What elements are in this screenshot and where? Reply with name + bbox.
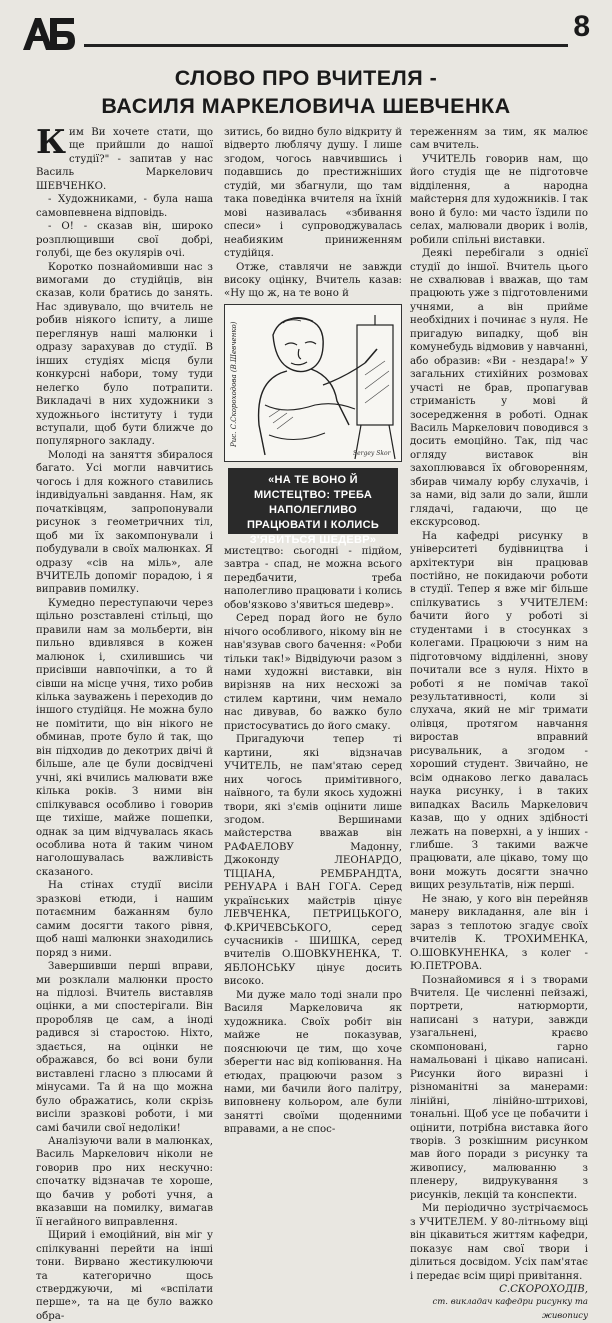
newspaper-logo xyxy=(20,14,76,54)
figure-credit: Рис. С.Скороходова (В.Шевченко) xyxy=(230,321,238,447)
article-title-line-1: СЛОВО ПРО ВЧИТЕЛЯ - xyxy=(174,66,438,90)
paragraph: Ким Ви хочете стати, що ще прийшли до нашої студії?" - запитав у нас Василь Маркелович ШЕВЧЕНКО. xyxy=(36,122,213,192)
caricature-drawing xyxy=(225,305,403,463)
paragraph: Серед порад його не було нічого особливого, нікому він не нав'язував свого бачення: «Роби тільки так!» Відвідуючи разом з нами художні виставки, він вирізняв на них несхожі за стилем картини, чим немало нас дивував, бо важко було пристосуватись до його смаку. xyxy=(224,613,402,732)
paragraph: Молоді на заняття збиралося багато. Усі могли навчитись чогось і для кожного ставились індивідуальні завдання. Нам, як початківцям, запропонували рисунок з геометричних тіл, щоб ми їх закомпонували і побудували в своїх малюнках. Я одразу «сів на міль», але ВЧИТЕЛЬ допоміг порадою, і я виправив помилку. xyxy=(36,449,213,596)
svg-text:Sergey Skor: Sergey Skor xyxy=(353,449,391,457)
paragraph: Деякі перебігали з однієї студії до іншої. Вчитель цього не схвалював і вважав, що там працюють уже з підготовленими учнями, а він прийме необхідних і починає з нуля. Не пригадую випадку, щоб він комунебудь відмовив у навчанні, або образив: «Ви - нездара!» У загальних стихійних розмовах участі не брав, пропагував стриманість у мові й зосередження в роботі. Однак Василь Маркелович поводився з досить емоційно. Так, під час огляду виставок він захоплювався їх обговоренням, збирав чималу юрбу слухачів, і за нами, від зали до зали, йшли глядачі, гадаючи, що це екскурсовод. xyxy=(410,248,588,529)
article-title xyxy=(20,64,592,120)
paragraph: тереженням за тим, як малює сам вчитель. xyxy=(410,127,588,152)
paragraph: Не знаю, у кого він перейняв манеру викладання, але він і зараз з теплотою згадує своїх вчителів К. ТРОХИМЕНКА, О.ШОВКУНЕНКА, з колег - Ю.ПЕТРОВА. xyxy=(410,893,588,973)
author-title: ст. викладач кафедри рисунку та живопису xyxy=(432,1297,588,1321)
paragraph: Ми періодично зустрічаємось з УЧИТЕЛЕМ. У 80-літньому віці він цікавиться життям кафедри, показує нам свої твори і ділиться досвідом. Усіх пам'ятає і передає всім щирі привітання. xyxy=(410,1203,588,1282)
paragraph: Коротко познайомивши нас з вимогами до студійців, він сказав, коли братись до занять. Нас здивувало, що вчитель не робив ніякого іспиту, а лише переглянув наші малюнки і одразу зарахував до студії. В інших студіях місця були конкурсні набори, тому туди нелегко було потрапити. Викладачі в них художники з художнього інституту і туди вступали, щоб бути ближче до популярного закладу. xyxy=(36,261,213,448)
paragraph: Познайомився я і з творами Вчителя. Це численні пейзажі, портрети, натюрморти, написані з натури, завжди узагальнені, краєво скомпоновані, гарно намальовані і цікаво написані. Рисунки його виразні і різноманітні за манерами: лінійні, лінійно-штрихові, тональні. Щоб усе це побачити і оцінити, потрібна виставка його творів. З розкішним рисунком мав його поради з рисунку та живопису, малюванню з пленеру, видрукування з рисунків, лекцій та конспекти. xyxy=(410,974,588,1201)
paragraph: мистецтво: сьогодні - підйом, завтра - спад, не можна всього передбачити, треба наполегливо працювати і колись обов'язково з'явиться шедевр». xyxy=(224,545,402,611)
column-3 xyxy=(410,126,588,1323)
header-rule xyxy=(84,44,568,47)
paragraph: Аналізуючи вали в малюнках, Василь Маркелович ніколи не говорив про них нескучно: спочатку відзначав те хороше, що бачив у роботі учня, а вказавши на помилку, вимагав її негайного виправлення. xyxy=(36,1135,213,1228)
paragraph: Ми дуже мало тоді знали про Василя Маркеловича як художника. Своїх робіт він майже не показував, пояснюючи це тим, що хоче зберегти нас від копіювання. На етюдах, працюючи разом з нами, ми бачили його палітру, виповнену кольором, але були занятті своїми щоденними вправами, а не спос- xyxy=(224,989,402,1136)
paragraph: УЧИТЕЛЬ говорив нам, що його студія ще не підготовче відділення, а народна майстерня для художників. І так воно й було: ми часто їздили по селах, малювали дворик і волів, робили спільні виставки. xyxy=(410,153,588,246)
column-2 xyxy=(224,126,402,1137)
teacher-caricature xyxy=(224,304,402,462)
author-signature: С.СКОРОХОДІВ, xyxy=(499,1283,588,1295)
paragraph: Кумедно переступаючи через щільно розставлені стільці, що правили нам за мольберти, він пильно вдивлявся в кожен малюнок і, схилившись чи присівши навпочіпки, а то й сівши на місце учня, тихо робив кілька зауважень і переходив до іншого студійця. Не можна було не помітити, що він нікого не обминав, проте було й так, що він підходив до декотрих двічі й більше, але це були досвідчені учні, які вчились малювати вже кілька років. З ними він спілкувався особливо і говорив ще тихіше, майже пошепки, однак за цим відчувалась якась особлива нота й таким чином наголошувалась важливість сказаного. xyxy=(36,597,213,878)
paragraph: На стінах студії висіли зразкові етюди, і нашим потаємним бажанням було самим досягти такого рівня, щоб наші малюнки знаходились поряд з ними. xyxy=(36,880,213,959)
page-number: 8 xyxy=(573,10,590,43)
article-title-line-2: ВАСИЛЯ МАРКЕЛОВИЧА ШЕВЧЕНКА xyxy=(101,94,511,118)
paragraph: Щирий і емоційний, він міг у спілкуванні перейти на інші тони. Вирвано жестикулюючи та категорично щось стверджуючи, мі «вспілати перше», та на це було важко обра- xyxy=(36,1230,213,1322)
paragraph: Пригадуючи тепер ті картини, які відзначав УЧИТЕЛЬ, не пам'ятаю серед них чогось примітивного, наївного, та були якось художні твори, які з'ємів оцінити лише згодом. Вершинами майстерства вважав він РАФАЕЛОВУ Мадонну, Джоконду ЛЕОНАРДО, ТІЦІАНА, РЕМБРАНДТА, РЕНУАРА і ВАН ГОГА. Серед українських майстрів цінує ЛЕВЧЕНКА, ПЕТРИЦЬКОГО, Ф.КРИЧЕВСЬКОГО, серед сучасників - ШИШКА, серед вчителів О.ШОВКУНЕНКА, Т. ЯБЛОНСЬКУ цінує досить високо. xyxy=(224,734,402,988)
paragraph: зитись, бо видно було відкриту й відверто люблячу душу. І лише згодом, чогось навчившись і подавшись до престижніших студій, ми збагнули, що там така поведінка вчителя на їхній мові називалась «збивання спеси» і супроводжувалась неабияким приниженням студійця. xyxy=(224,127,402,260)
column-1 xyxy=(36,122,213,1323)
drop-cap: К xyxy=(36,122,67,161)
figure xyxy=(224,304,402,546)
paragraph: Отже, ставлячи не завжди високу оцінку, Вчитель казав: «Ну що ж, на те воно й xyxy=(224,261,402,300)
paragraph: - О! - сказав він, широко розплющивши свої добрі, голубі, ще без окулярів очі. xyxy=(36,221,213,260)
paragraph: На кафедрі рисунку в університеті будівництва і архітектури він працював постійно, не покидаючи роботи в студії. Тепер я вже міг більше спілкуватись з УЧИТЕЛЕМ: бачити його у роботі зі студентами і в стосунках з колегами. Працюючи з ним на підготовчому відділенні, знову почитали все з нуля. Ніхто в роботі я не помічав такої результативності, коли зі слухача, який не міг тримати олівця, протягом навчання виростав вправний рисувальник, а згодом - хороший студент. Звичайно, не всім однаково легко давалась наука рисунку, і в таких випадках Василь Маркелович казав, що у одних здібності лежать на поверхні, а у інших - глибше. З такими важче працювати, але цікаво, тому що вони можуть досягти значно вищих результатів, ніж перші. xyxy=(410,530,588,892)
pull-quote: «НА ТЕ ВОНО Й МИСТЕЦТВО: ТРЕБА НАПОЛЕГЛИВО ПРАЦЮВАТИ І КОЛИСЬ З'ЯВИТЬСЯ ШЕДЕВР» xyxy=(228,468,398,534)
paragraph: Завершивши перші вправи, ми розклали малюнки просто на підлозі. Вчитель виставляв оцінки, а ми спостерігали. Він проробляв це сам, а іноді радився зі старостою. Ніхто, здається, на оцінки не ображався, бо всі вони були виставлені гласно з плюсами й мінусами. Та й на що можна було ображатись, коли скрізь висіли зразкові роботи, і ми самі бачили свої недоліки! xyxy=(36,961,213,1134)
paragraph: - Художниками, - була наша самовпевнена відповідь. xyxy=(36,194,213,219)
